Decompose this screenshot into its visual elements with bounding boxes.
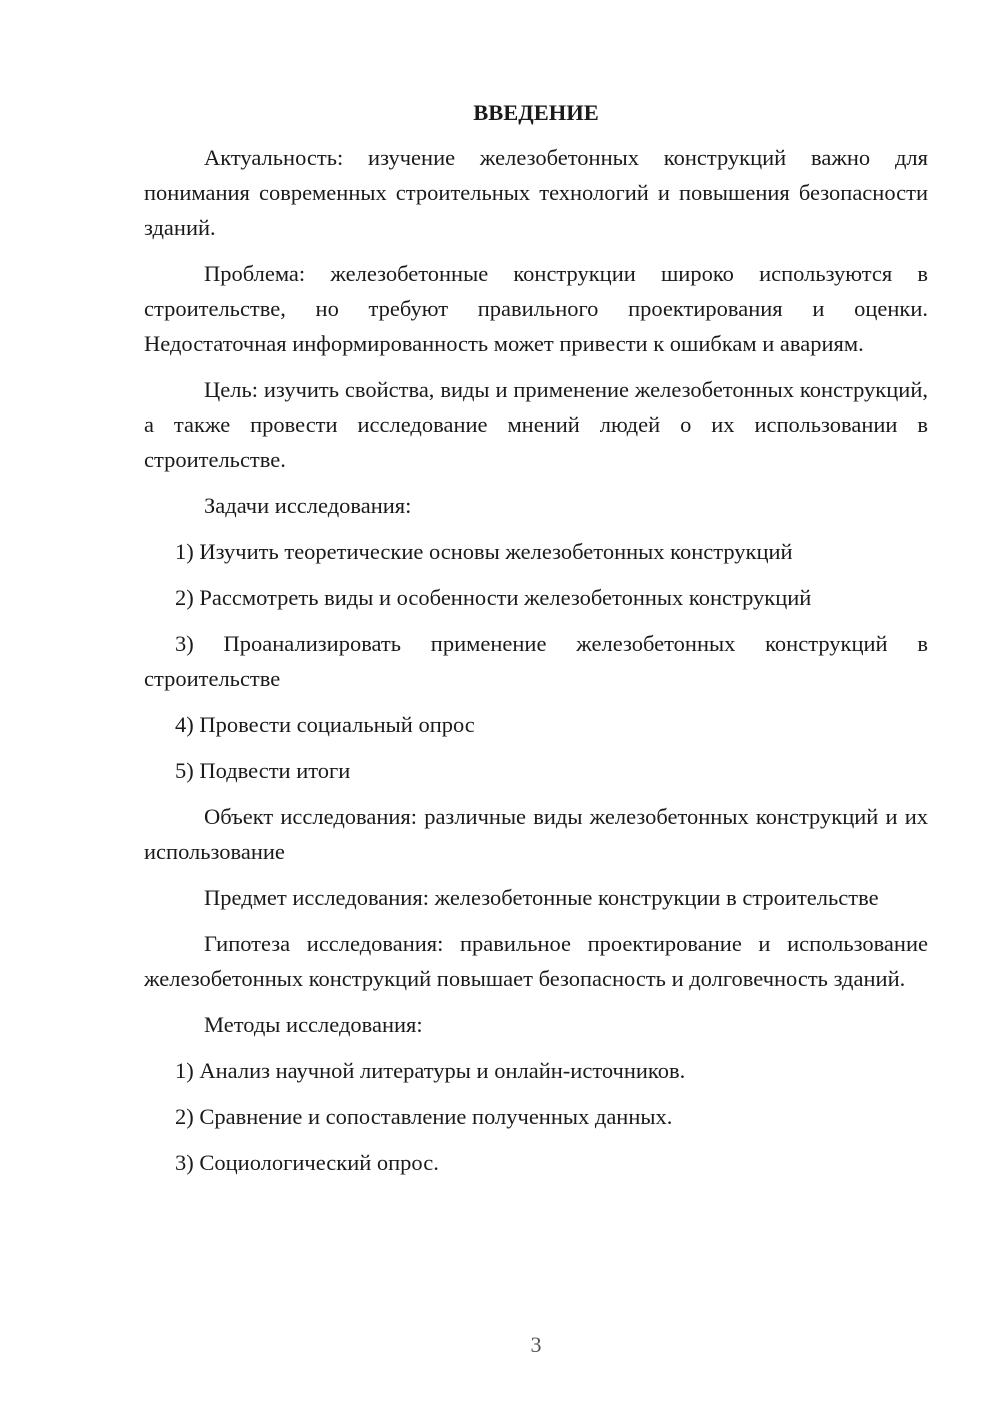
method-item-2: 2) Сравнение и сопоставление полученных данных. [175,1104,673,1129]
goal-paragraph: Цель: изучить свойства, виды и применение железобетонных конструкций, а также провести исследование мнений людей о их использовании в строительстве. [144,377,928,472]
task-item-4: 4) Провести социальный опрос [175,712,475,737]
subject-paragraph: Предмет исследования: железобетонные конструкции в строительстве [204,885,879,910]
task-item-2: 2) Рассмотреть виды и особенности железобетонных конструкций [175,585,812,610]
page-content [144,95,928,1191]
tasks-heading: Задачи исследования: [204,493,412,518]
page-number: 3 [530,1332,542,1357]
relevance-paragraph: Актуальность: изучение железобетонных конструкций важно для понимания современных строительных технологий и повышения безопасности зданий. [144,145,928,240]
task-item-1: 1) Изучить теоретические основы железобетонных конструкций [175,539,793,564]
method-item-1: 1) Анализ научной литературы и онлайн-источников. [175,1058,686,1083]
method-item-3: 3) Социологический опрос. [175,1150,439,1175]
methods-heading: Методы исследования: [204,1012,423,1037]
object-paragraph: Объект исследования: различные виды железобетонных конструкций и их использование [144,804,928,864]
problem-paragraph: Проблема: железобетонные конструкции широко используются в строительстве, но требуют правильного проектирования и оценки. Недостаточная информированность может привести к ошибкам и авариям. [144,261,928,356]
task-item-3: 3) Проанализировать применение железобетонных конструкций в строительстве [144,631,928,691]
page-title: ВВЕДЕНИЕ [473,100,599,125]
task-item-5: 5) Подвести итоги [175,758,351,783]
hypothesis-paragraph: Гипотеза исследования: правильное проектирование и использование железобетонных конструкций повышает безопасность и долговечность зданий. [144,931,928,991]
